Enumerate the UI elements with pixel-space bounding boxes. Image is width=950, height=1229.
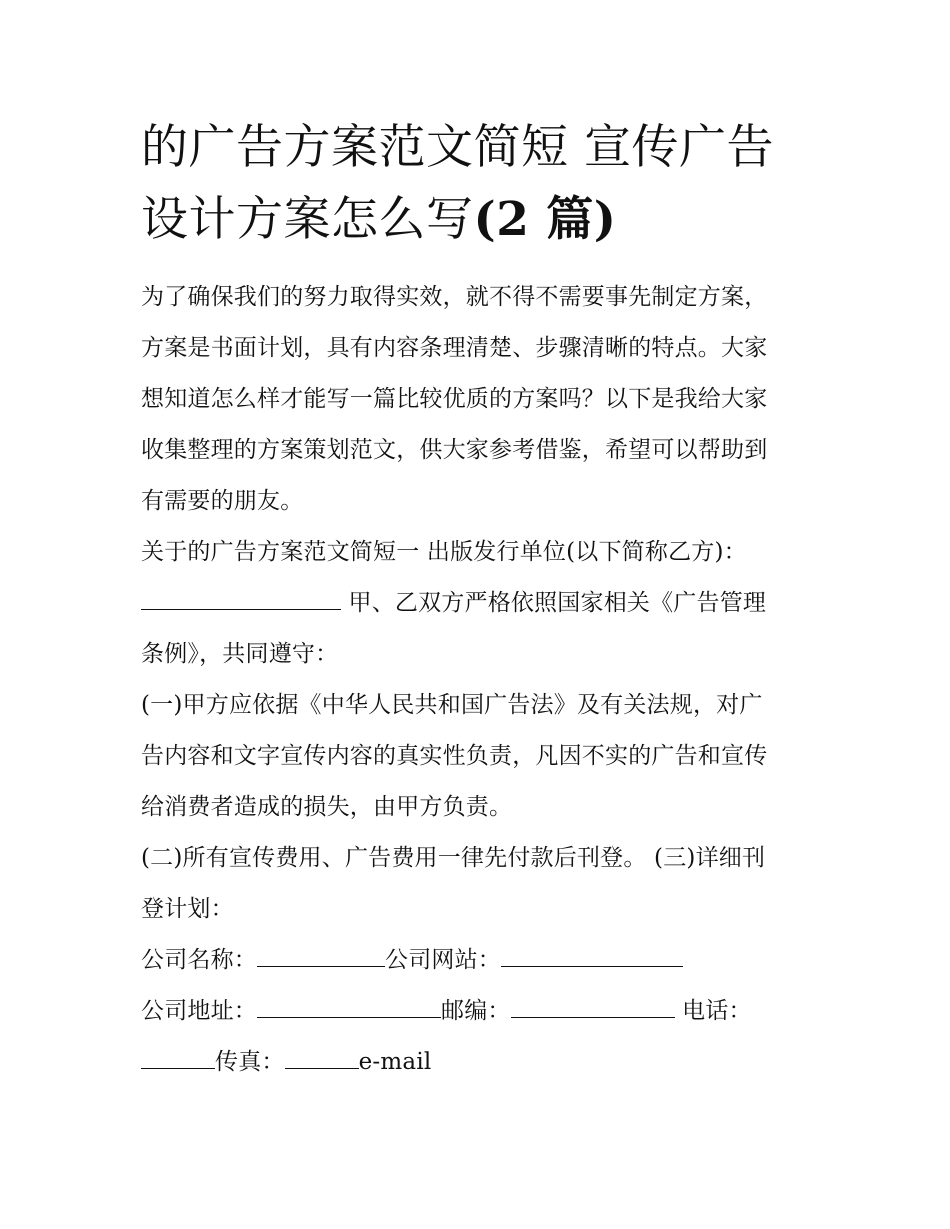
company-line-2 bbox=[141, 986, 831, 1037]
blank-phone bbox=[141, 1046, 215, 1069]
company-line-3 bbox=[141, 1037, 831, 1088]
intro-line-2: 方案是书面计划，具有内容条理清楚、步骤清晰的特点。大家 bbox=[141, 335, 768, 361]
clause-1-line-1: (一)甲方应依据《中华人民共和国广告法》及有关法规，对广 bbox=[141, 692, 763, 718]
blank-fax bbox=[285, 1046, 359, 1069]
company-site-label: 公司网站： bbox=[385, 947, 501, 973]
company-addr-label: 公司地址： bbox=[141, 998, 257, 1024]
title-line-2a: 设计方案怎么写 bbox=[141, 192, 474, 247]
fax-label: 传真： bbox=[215, 1049, 285, 1075]
document-title bbox=[141, 112, 831, 256]
intro-line-1: 为了确保我们的努力取得实效，就不得不需要事先制定方案， bbox=[141, 284, 768, 310]
clause-1-line-3: 给消费者造成的损失，由甲方负责。 bbox=[141, 794, 513, 820]
section-line-2-text: 甲、乙双方严格依照国家相关《广告管理 bbox=[341, 590, 767, 616]
intro-line-4: 收集整理的方案策划范文，供大家参考借鉴，希望可以帮助到 bbox=[141, 437, 768, 463]
blank-company-addr bbox=[257, 995, 441, 1018]
intro-line-5: 有需要的朋友。 bbox=[141, 488, 304, 514]
section-line-1: 关于的广告方案范文简短一 出版发行单位(以下简称乙方)： bbox=[141, 539, 747, 565]
intro-line-3: 想知道怎么样才能写一篇比较优质的方案吗？以下是我给大家 bbox=[141, 386, 768, 412]
email-label: e-mail bbox=[358, 1049, 432, 1075]
blank-publisher bbox=[141, 587, 341, 610]
clause-2-line-1: (二)所有宣传费用、广告费用一律先付款后刊登。 (三)详细刊 bbox=[141, 845, 766, 871]
company-name-label: 公司名称： bbox=[141, 947, 257, 973]
section-line-2 bbox=[141, 578, 831, 629]
postcode-label: 邮编： bbox=[441, 998, 511, 1024]
section-line-3: 条例》，共同遵守： bbox=[141, 641, 339, 667]
clause-2-line-2: 登计划： bbox=[141, 896, 234, 922]
company-line-1 bbox=[141, 935, 831, 986]
title-line-2b: (2 篇) bbox=[473, 192, 617, 247]
title-line-1: 的广告方案范文简短 宣传广告 bbox=[141, 120, 774, 175]
document-page bbox=[141, 112, 831, 1088]
phone-label: 电话： bbox=[674, 998, 752, 1024]
clause-1-line-2: 告内容和文字宣传内容的真实性负责，凡因不实的广告和宣传 bbox=[141, 743, 768, 769]
blank-company-site bbox=[501, 944, 683, 967]
blank-company-name bbox=[257, 944, 385, 967]
blank-postcode bbox=[511, 995, 675, 1018]
